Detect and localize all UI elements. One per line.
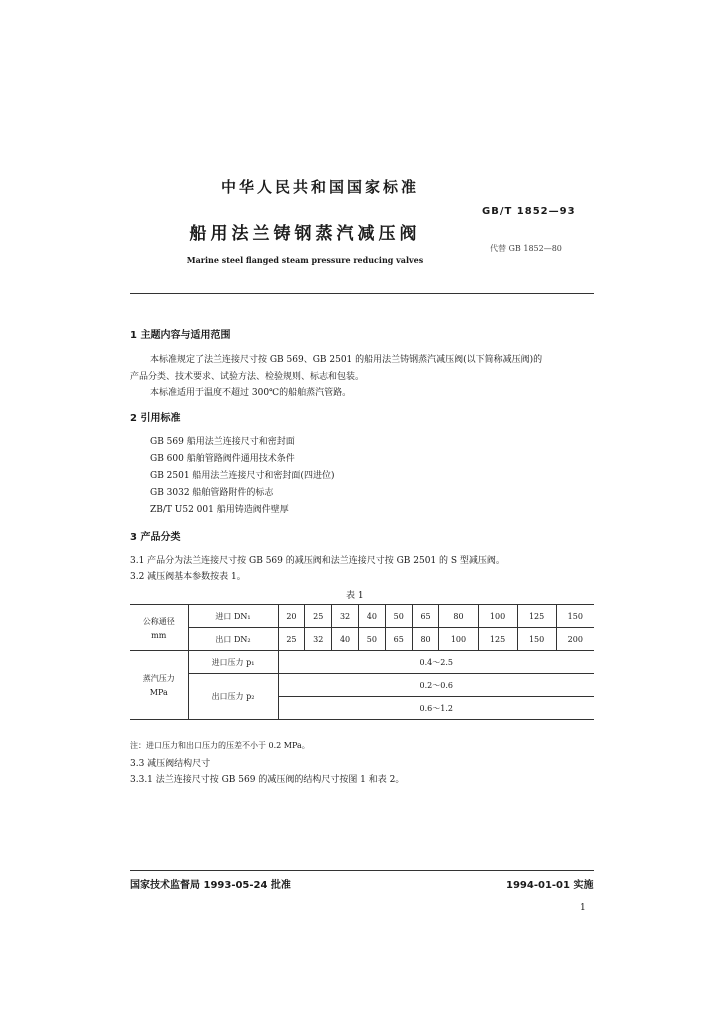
clause-3-2: 3.2 减压阀基本参数按表 1。 xyxy=(130,572,246,582)
clause-3-3: 3.3 减压阀结构尺寸 xyxy=(130,759,211,769)
outlet-dn-cell: 40 xyxy=(332,628,359,651)
table-note: 注：进口压力和出口压力的压差不小于 0.2 MPa。 xyxy=(130,741,310,750)
inlet-pressure-label: 进口压力 p₁ xyxy=(188,651,278,674)
section-2-heading: 2 引用标准 xyxy=(130,413,181,424)
outlet-dn-cell: 65 xyxy=(385,628,412,651)
inlet-dn-cell: 20 xyxy=(278,605,305,628)
standard-number: GB/T 1852—93 xyxy=(482,206,576,217)
table-row xyxy=(130,628,594,651)
reference-item: GB 2501 船用法兰连接尺寸和密封面(四进位) xyxy=(150,471,335,481)
table-row xyxy=(130,605,594,628)
outlet-dn-cell: 32 xyxy=(305,628,332,651)
steam-pressure-unit: MPa xyxy=(149,688,168,697)
inlet-dn-cell: 100 xyxy=(478,605,517,628)
section-1-paragraph-line: 产品分类、技术要求、试验方法、检验规则、标志和包装。 xyxy=(130,372,365,382)
document-title-english: Marine steel flanged steam pressure reducing valves xyxy=(186,255,424,265)
inlet-dn-cell: 150 xyxy=(556,605,594,628)
reference-item: GB 569 船用法兰连接尺寸和密封面 xyxy=(150,437,295,447)
clause-3-3-1: 3.3.1 法兰连接尺寸按 GB 569 的减压阀的结构尺寸按图 1 和表 2。 xyxy=(130,775,405,785)
nominal-diameter-unit: mm xyxy=(151,630,167,640)
outlet-dn-cell: 25 xyxy=(278,628,305,651)
nominal-diameter-label xyxy=(130,605,188,651)
table-row xyxy=(130,651,594,674)
replaces-standard: 代替 GB 1852—80 xyxy=(490,244,562,253)
outlet-dn-label: 出口 DN₂ xyxy=(188,628,278,651)
outlet-dn-cell: 200 xyxy=(556,628,594,651)
section-1-heading: 1 主题内容与适用范围 xyxy=(130,330,231,341)
outlet-pressure-value: 0.2～0.6 xyxy=(278,674,594,697)
approval-date: 国家技术监督局 1993-05-24 批准 xyxy=(130,880,291,891)
reference-item: GB 600 船舶管路阀件通用技术条件 xyxy=(150,454,295,464)
document-title: 船用法兰铸钢蒸汽减压阀 xyxy=(189,224,421,244)
inlet-dn-cell: 50 xyxy=(385,605,412,628)
national-standard-title: 中华人民共和国国家标准 xyxy=(220,178,419,196)
inlet-dn-cell: 80 xyxy=(439,605,478,628)
nominal-diameter-text: 公称通径 xyxy=(142,616,175,626)
section-1-paragraph-line: 本标准规定了法兰连接尺寸按 GB 569、GB 2501 的船用法兰铸钢蒸汽减压阀(以下简称减压阀)的 xyxy=(150,355,543,365)
inlet-dn-cell: 125 xyxy=(517,605,556,628)
parameter-table xyxy=(130,604,594,720)
outlet-pressure-label: 出口压力 p₂ xyxy=(188,674,278,720)
page-number: 1 xyxy=(580,903,586,913)
section-3-heading: 3 产品分类 xyxy=(130,532,181,543)
outlet-dn-cell: 80 xyxy=(412,628,439,651)
outlet-dn-cell: 50 xyxy=(358,628,385,651)
inlet-dn-cell: 25 xyxy=(305,605,332,628)
table-row xyxy=(130,674,594,697)
steam-pressure-label xyxy=(130,651,188,720)
effective-date: 1994-01-01 实施 xyxy=(506,880,594,891)
clause-3-1: 3.1 产品分为法兰连接尺寸按 GB 569 的减压阀和法兰连接尺寸按 GB 2501 的 S 型减压阀。 xyxy=(130,556,505,566)
inlet-dn-cell: 40 xyxy=(358,605,385,628)
inlet-dn-cell: 65 xyxy=(412,605,439,628)
header-divider xyxy=(130,293,594,294)
table-caption: 表 1 xyxy=(346,591,364,601)
inlet-dn-label: 进口 DN₁ xyxy=(188,605,278,628)
outlet-dn-cell: 150 xyxy=(517,628,556,651)
steam-pressure-text: 蒸汽压力 xyxy=(142,674,175,683)
reference-item: ZB/T U52 001 船用铸造阀件壁厚 xyxy=(150,505,289,515)
inlet-dn-cell: 32 xyxy=(332,605,359,628)
outlet-pressure-value: 0.6～1.2 xyxy=(278,697,594,720)
reference-item: GB 3032 船舶管路附件的标志 xyxy=(150,488,274,498)
footer-divider xyxy=(130,870,594,871)
outlet-dn-cell: 100 xyxy=(439,628,478,651)
outlet-dn-cell: 125 xyxy=(478,628,517,651)
section-1-paragraph-scope: 本标准适用于温度不超过 300℃的船舶蒸汽管路。 xyxy=(150,388,352,398)
inlet-pressure-value: 0.4～2.5 xyxy=(278,651,594,674)
